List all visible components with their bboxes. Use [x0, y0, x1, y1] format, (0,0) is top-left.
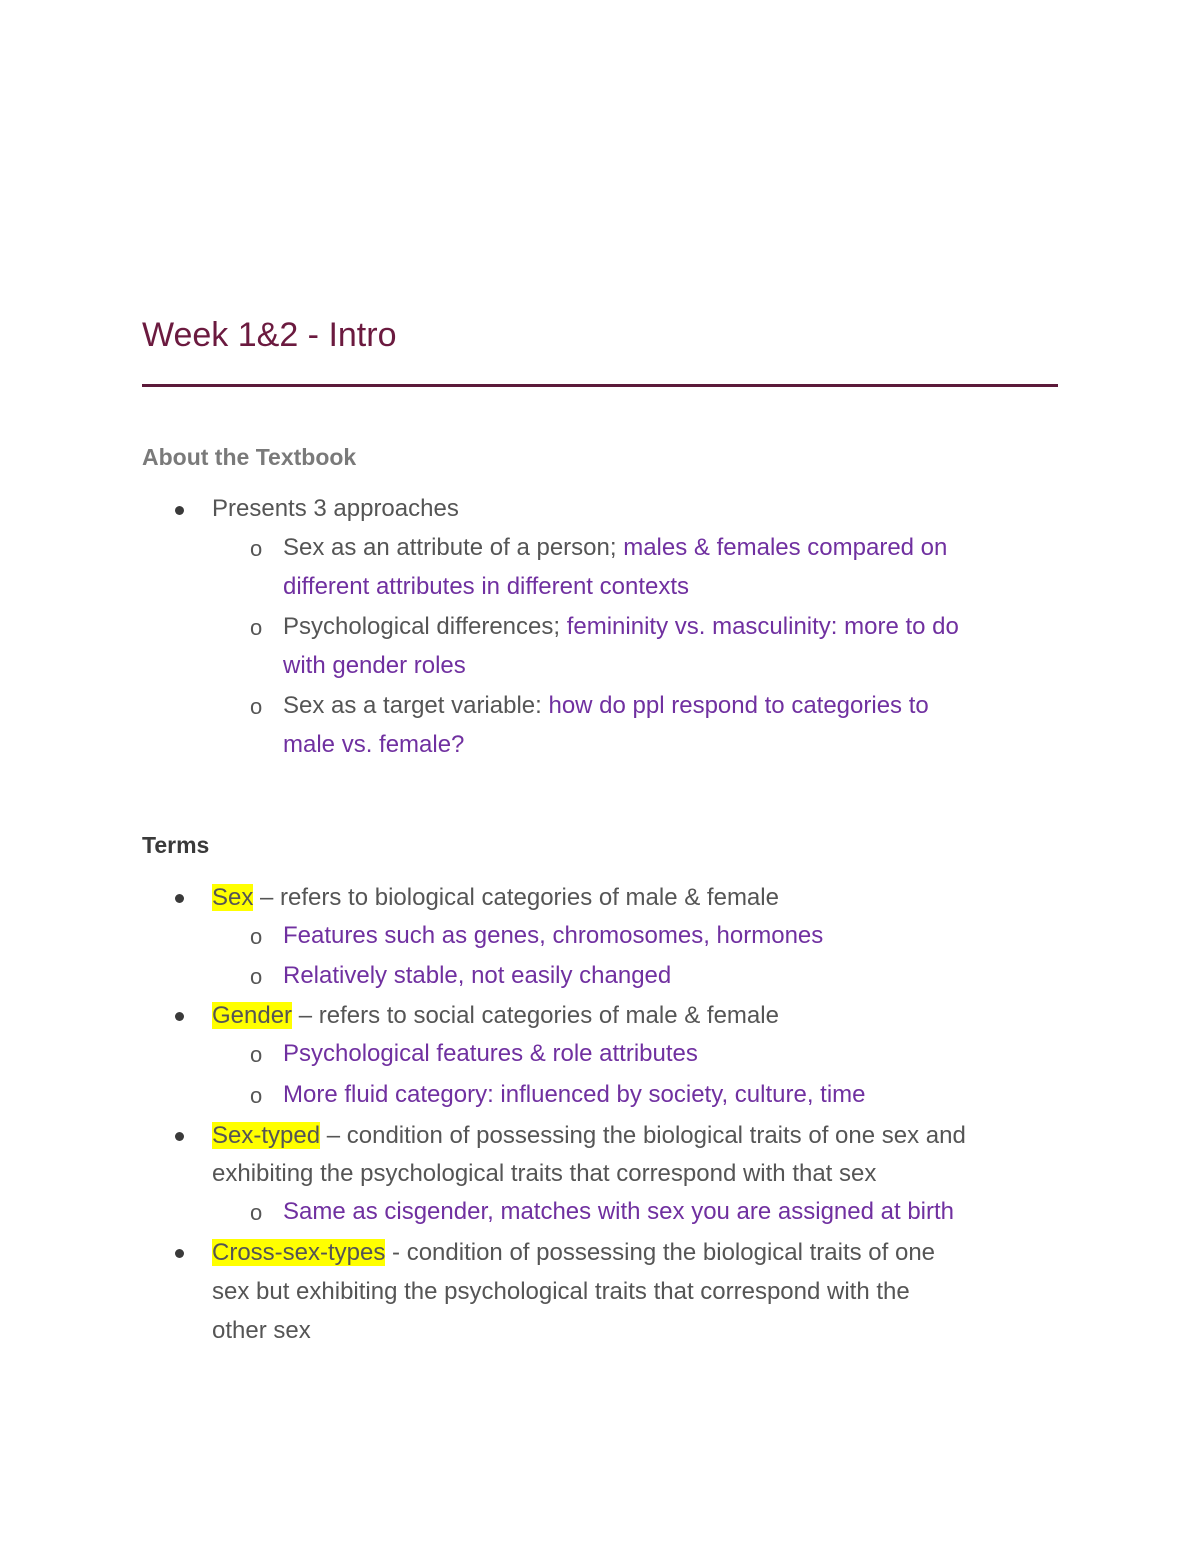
sub-item-text: Sex as a target variable:	[283, 692, 549, 719]
list-item	[212, 1121, 966, 1151]
term-definition: - condition of possessing the biological traits of one	[385, 1239, 936, 1266]
sub-item-note: males & females compared on	[623, 534, 948, 561]
section-heading-terms: Terms	[142, 832, 210, 858]
bullet-icon	[175, 1249, 184, 1258]
sub-list-item: Same as cisgender, matches with sex you are assigned at birth	[283, 1198, 955, 1225]
list-item	[212, 494, 459, 524]
section-heading-about: About the Textbook	[142, 444, 357, 470]
sub-list-item	[283, 612, 959, 642]
sub-bullet-icon: o	[250, 536, 263, 561]
list-item-continuation: exhibiting the psychological traits that correspond with that sex	[212, 1160, 877, 1187]
highlighted-term: Gender	[212, 1002, 293, 1029]
sub-bullet-icon: o	[250, 694, 263, 719]
bullet-icon	[175, 1012, 184, 1021]
sub-list-item: More fluid category: influenced by society, culture, time	[283, 1081, 866, 1108]
sub-list-item: Features such as genes, chromosomes, hormones	[283, 922, 824, 949]
sub-bullet-icon: o	[250, 615, 263, 640]
sub-item-text: Psychological differences;	[283, 613, 567, 640]
list-item	[212, 1001, 779, 1031]
highlighted-term: Cross-sex-types	[212, 1239, 386, 1266]
sub-item-continuation: different attributes in different contexts	[283, 573, 690, 600]
highlighted-term: Sex-typed	[212, 1122, 321, 1149]
sub-item-note: femininity vs. masculinity: more to do	[566, 613, 959, 640]
sub-item-continuation: male vs. female?	[283, 731, 465, 758]
bullet-icon	[175, 1132, 184, 1141]
sub-bullet-icon: o	[250, 1200, 263, 1225]
bullet-icon	[175, 506, 184, 515]
sub-list-item: Psychological features & role attributes	[283, 1040, 698, 1067]
term-definition: – refers to biological categories of male & female	[253, 884, 779, 911]
list-item-text: Presents 3 approaches	[212, 495, 459, 522]
term-definition: – condition of possessing the biological traits of one sex and	[320, 1122, 966, 1149]
sub-bullet-icon: o	[250, 1042, 263, 1067]
list-item	[212, 883, 779, 913]
list-item-continuation: sex but exhibiting the psychological traits that correspond with the	[212, 1278, 910, 1305]
highlighted-term: Sex	[212, 884, 254, 911]
list-item-continuation: other sex	[212, 1317, 311, 1344]
sub-list-item: Relatively stable, not easily changed	[283, 962, 672, 989]
list-item	[212, 1238, 935, 1268]
sub-list-item	[283, 533, 947, 563]
sub-list-item	[283, 691, 929, 721]
title-divider	[142, 384, 1058, 387]
sub-bullet-icon: o	[250, 964, 263, 989]
sub-item-text: Sex as an attribute of a person;	[283, 534, 624, 561]
sub-item-continuation: with gender roles	[283, 652, 466, 679]
sub-bullet-icon: o	[250, 924, 263, 949]
sub-item-note: how do ppl respond to categories to	[548, 692, 929, 719]
page-title: Week 1&2 - Intro	[142, 316, 397, 354]
term-definition: – refers to social categories of male & female	[292, 1002, 779, 1029]
bullet-icon	[175, 894, 184, 903]
sub-bullet-icon: o	[250, 1083, 263, 1108]
